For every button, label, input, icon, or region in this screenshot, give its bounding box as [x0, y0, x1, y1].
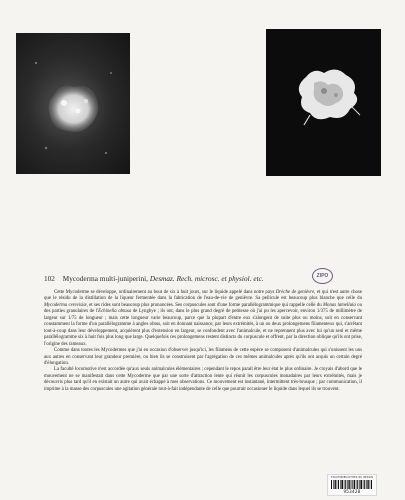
paragraph-2 [44, 348, 362, 367]
paragraph-1-text-a: Cette Mycoderme se développe, ordinairement au bout de six à huit jours, sur le liquide appelé dans notre pays [54, 290, 276, 295]
body-text [44, 290, 362, 393]
paragraph-1-italic-4: Echinella obtusa [98, 309, 132, 315]
paragraph-3-text: La faculté locomotive n'est accordée qu'aux seuls animalcules élémentaires ; cependant le repos paraît être leur état le plus ordinaire. Je croyais d'abord que le mouvement ne se manifestait dans cette Mycoderme que par une sorte d'attraction lente qui réunit les corpuscules monadaires par leurs extrémités, mais je découvris plus tard qu'il en existait un autre qui avait échappé à mes observations. Ce mouvement est instantané, intermittent très-brusque ; par communication, il imprime à la masse des corpuscules une agitation générale tout-à-fait indépendante de celle que pourrait occasioner le liquide dans lequel ils se trouvent. [44, 367, 362, 392]
stamp-text: ZIPO [316, 273, 329, 279]
page-header [44, 275, 364, 283]
paragraph-1-italic-3: Monas lamellula [322, 302, 356, 308]
paragraph-1-text-b: , et qui n'est autre chose que le résidu de la distillation de la liqueur fermentée dans la fabrication de l'eau-de-vie de genièvre. Sa pellicule est beaucoup plus blanche que celle du [44, 290, 362, 302]
header-title: Mycoderma multi-juniperini, [62, 275, 150, 283]
micrograph-left-image [16, 33, 130, 174]
barcode-number: 953428 [343, 489, 361, 494]
paragraph-1-italic-2: Mycoderma cerevisiæ [44, 302, 87, 308]
paragraph-1 [44, 290, 362, 348]
cell-cluster-illustration [16, 33, 130, 174]
barcode-title: STAATSBIBLIOTHEK ZU BERLIN [330, 476, 374, 479]
barcode-label [327, 474, 377, 496]
paragraph-1-italic: Drèche de genièvre [275, 290, 315, 295]
page-number: 102 [44, 275, 55, 283]
paragraph-1-text-e: de Lyngbye ; ils ont, dans le plus grand degré de petitesse où j'ai pu les apercevoir, environ 1/375 de millimètre de largeur sur 1/75 de longueur ; mais cette longueur varie beaucoup, parce que la plupart d'entre eux s'alongent de suite plus ou moins, soit en conservant constamment la forme d'un parallélogramme à angles obtus, soit en donnant naissance, par leurs extrémités, à un ou deux prolongemens filamenteux qui, s'arrêtant tout-à-coup dans leur développement, acquièrent plus d'extension en largeur, se confondent avec l'animalcule, et ne reprennent plus avec lui qu'un seul et même parallélogramme six à huit fois plus long que large. Quelquefois ces prolongemens restent distincts du corpuscule et offrent, par la direction oblique qu'ils ont prise, l'origine des rameaux. [44, 309, 362, 347]
header-title-italic: Desmaz. Rech. microsc. et physiol. etc. [149, 275, 264, 283]
paragraph-2-text: Comme dans toutes les Mycodermes que j'ai eu occasion d'observer jusqu'ici, les filamens de cette espèce se composent d'animalcules qui s'unissent les uns aux autres en conservant leur grandeur première, ou bien ils se construisent par l'agrégation de ces mêmes animalcules après qu'ils ont acquis un certain degré d'élongation. [44, 348, 362, 366]
filament-mass-illustration [266, 29, 381, 176]
micrograph-right-image [266, 29, 381, 176]
barcode-icon [331, 480, 373, 489]
paragraph-3 [44, 367, 362, 393]
paragraph-1-text-c: , et ses rides sont beaucoup plus prononcées. Ses corpuscules sont d'une forme parallélogrammique qui rappelle celle du [86, 302, 323, 308]
paragraph-1-text-d: ou des parties granulaires de l' [44, 302, 362, 315]
